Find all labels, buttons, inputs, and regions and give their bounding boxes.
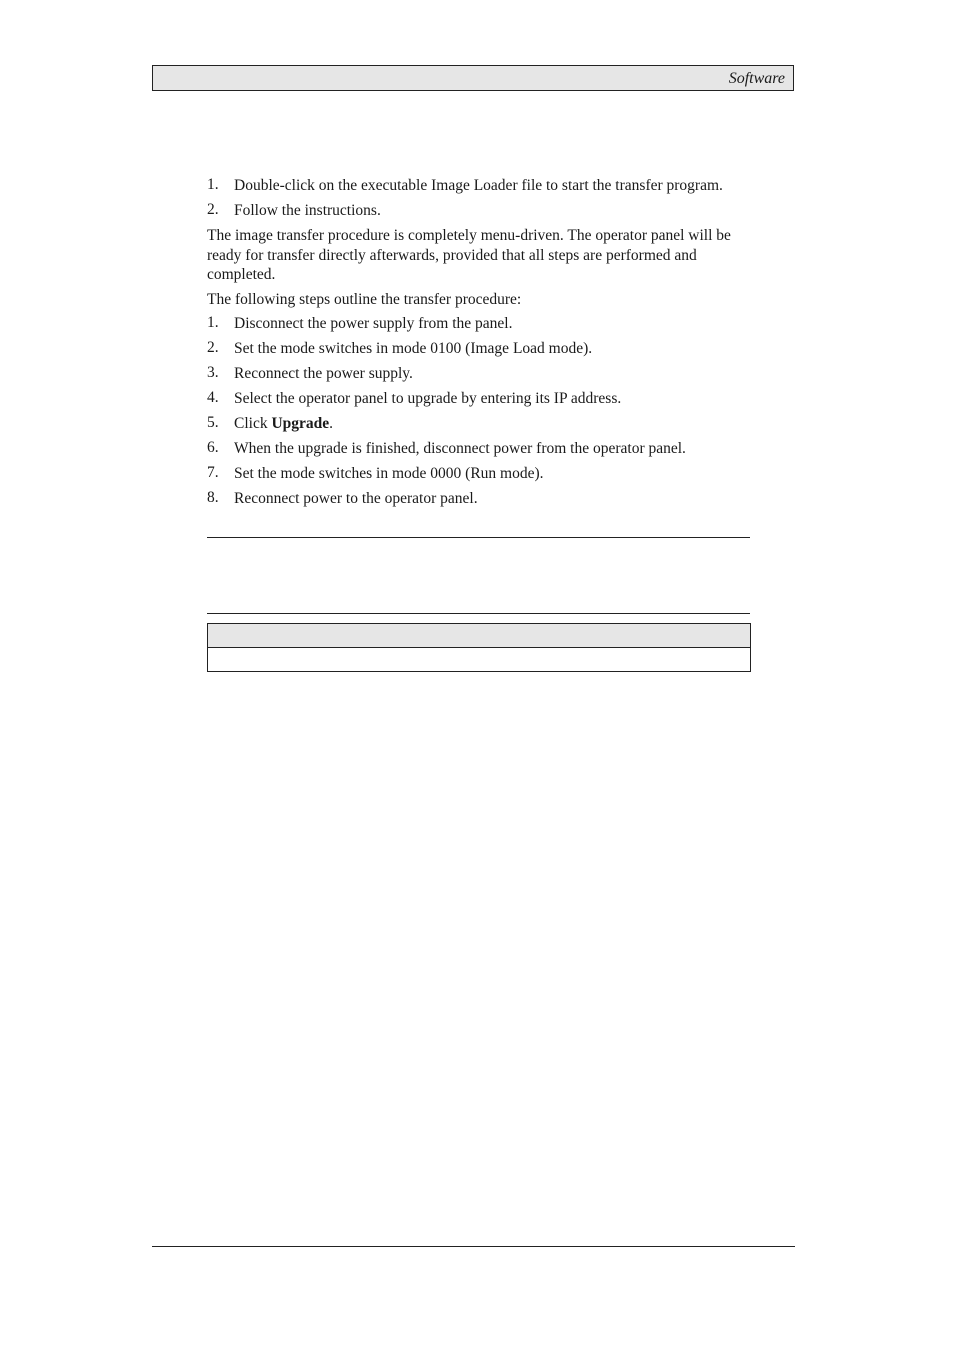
page-content (207, 176, 752, 514)
paragraph-steps-outline: The following steps outline the transfer procedure: (207, 290, 522, 308)
divider (207, 613, 750, 614)
intro-steps-list (207, 176, 752, 221)
transfer-steps-list (207, 314, 752, 509)
table-row (208, 648, 750, 672)
upgrade-term: Upgrade (271, 415, 330, 432)
empty-table (207, 623, 751, 672)
list-item: 7. Set the mode switches in mode 0000 (Run mode). (207, 464, 544, 482)
list-item: 1. Disconnect the power supply from the panel. (207, 314, 513, 332)
list-item: 5. Click Upgrade. (207, 414, 334, 432)
table-header-row (208, 624, 750, 648)
list-item: 2. Set the mode switches in mode 0100 (Image Load mode). (207, 339, 593, 357)
paragraph-menu-driven: The image transfer procedure is completely menu-driven. The operator panel will be ready for transfer directly afterwards, provided that all steps are performed and completed. (207, 227, 731, 283)
list-item: 3. Reconnect the power supply. (207, 364, 413, 382)
list-item: 4. Select the operator panel to upgrade by entering its IP address. (207, 389, 622, 407)
list-item: 2. Follow the instructions. (207, 201, 381, 219)
footer-divider (152, 1246, 795, 1247)
divider (207, 537, 750, 538)
header-title: Software (728, 70, 785, 87)
page-header (152, 65, 794, 91)
list-item: 1. Double-click on the executable Image Loader file to start the transfer program. (207, 176, 723, 194)
list-item: 8. Reconnect power to the operator panel. (207, 489, 478, 507)
list-item: 6. When the upgrade is finished, disconnect power from the operator panel. (207, 439, 686, 457)
